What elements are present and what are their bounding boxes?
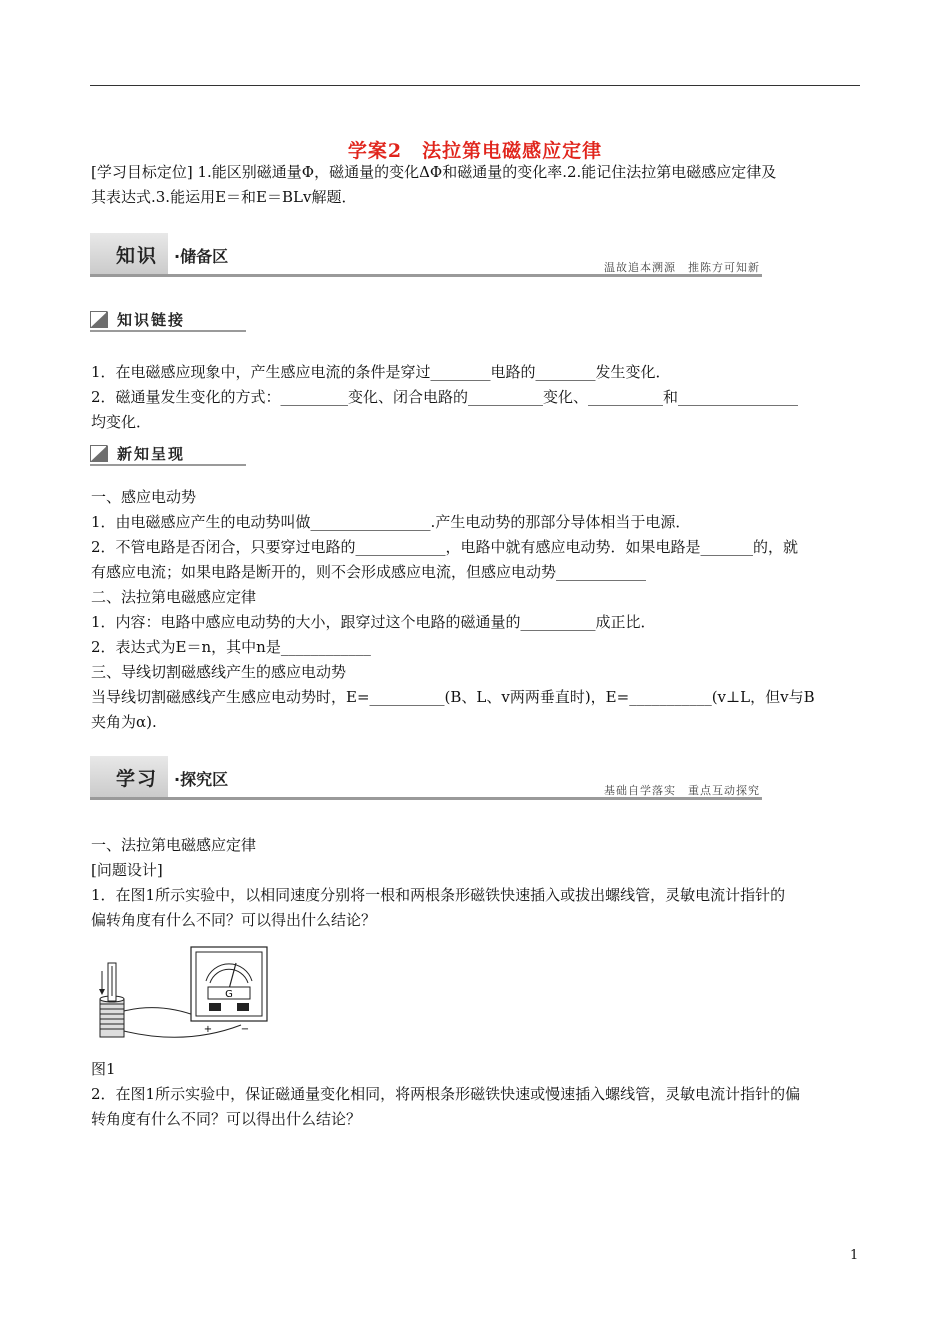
new-line-7: 2．表达式为E＝n，其中n是____________ bbox=[91, 638, 371, 656]
subheader-new-knowledge bbox=[90, 442, 246, 466]
new-line-4: 有感应电流；如果电路是断开的，则不会形成感应电流，但感应电动势____________ bbox=[91, 563, 647, 581]
new-line-3: 2．不管电路是否闭合，只要穿过电路的____________，电路中就有感应电动势．如果电路是_______的，就 bbox=[91, 538, 799, 556]
corner-triangle-icon bbox=[90, 311, 108, 328]
figure-caption: 图1 bbox=[91, 1060, 116, 1078]
objectives-line-2: 其表达式.3.能运用E＝和E＝BLv解题． bbox=[91, 188, 357, 206]
new-line-8: 三、导线切割磁感线产生的感应电动势 bbox=[91, 663, 347, 681]
objectives-line-1: [学习目标定位] 1.能区别磁通量Φ，磁通量的变化ΔΦ和磁通量的变化率.2.能记住法拉第电磁感应定律及 bbox=[91, 163, 777, 181]
new-line-2: 1．由电磁感应产生的电动势叫做________________.产生电动势的那部分导体相当于电源． bbox=[91, 513, 691, 531]
explore-line-3: 1．在图1所示实验中，以相同速度分别将一根和两根条形磁铁快速插入或拔出螺线管，灵敏电流计指针的 bbox=[91, 886, 786, 904]
section-header-motto: 基础自学落实 重点互动探究 bbox=[604, 784, 760, 797]
question2-line-2: 转角度有什么不同？可以得出什么结论？ bbox=[91, 1110, 362, 1128]
section-header-motto: 温故追本溯源 推陈方可知新 bbox=[604, 261, 760, 274]
section-header-main: 学习 bbox=[116, 768, 159, 790]
meter-label: G bbox=[225, 989, 233, 1000]
section-header-sub: ·储备区 bbox=[174, 247, 229, 266]
subheader-line bbox=[90, 330, 246, 332]
links-line-1: 1．在电磁感应现象中，产生感应电流的条件是穿过________电路的________发生变化． bbox=[91, 363, 671, 381]
galvanometer-icon bbox=[191, 947, 267, 1035]
plus-label: + bbox=[203, 1024, 213, 1035]
section-header-sub: ·探究区 bbox=[174, 770, 229, 789]
magnet-icon bbox=[108, 963, 116, 1001]
subheader-knowledge-links bbox=[90, 308, 246, 332]
minus-label: − bbox=[240, 1024, 250, 1035]
page-number: 1 bbox=[850, 1248, 859, 1263]
section-header-study bbox=[90, 756, 762, 800]
links-line-2: 2．磁通量发生变化的方式：_________变化、闭合电路的__________变化、__________和________________ bbox=[91, 388, 799, 406]
section-header-main: 知识 bbox=[116, 245, 159, 267]
links-line-3: 均变化． bbox=[91, 413, 152, 431]
arrow-down-icon bbox=[99, 971, 105, 995]
explore-line-1: 一、法拉第电磁感应定律 bbox=[91, 836, 257, 854]
subheader-label: 知识链接 bbox=[117, 311, 186, 329]
experiment-figure bbox=[96, 941, 271, 1041]
explore-line-4: 偏转角度有什么不同？可以得出什么结论？ bbox=[91, 911, 377, 929]
new-line-1: 一、感应电动势 bbox=[91, 488, 197, 506]
new-line-9: 当导线切割磁感线产生感应电动势时，E=__________(B、L、v两两垂直时)，E=___________(v⊥L，但v与B bbox=[91, 688, 815, 706]
new-line-6: 1．内容：电路中感应电动势的大小，跟穿过这个电路的磁通量的__________成正比． bbox=[91, 613, 656, 631]
new-line-10: 夹角为α). bbox=[91, 713, 157, 731]
question2-line-1: 2．在图1所示实验中，保证磁通量变化相同，将两根条形磁铁快速或慢速插入螺线管，灵敏电流计指针的偏 bbox=[91, 1085, 801, 1103]
section-header-line bbox=[90, 274, 762, 277]
subheader-label: 新知呈现 bbox=[117, 445, 186, 463]
header-rule bbox=[90, 85, 860, 86]
explore-line-2: [问题设计] bbox=[91, 861, 163, 879]
coil-icon bbox=[100, 996, 124, 1037]
page-title: 学案2 法拉第电磁感应定律 bbox=[347, 140, 603, 162]
subheader-line bbox=[90, 464, 246, 466]
section-header-line bbox=[90, 797, 762, 800]
corner-triangle-icon bbox=[90, 445, 108, 462]
new-line-5: 二、法拉第电磁感应定律 bbox=[91, 588, 257, 606]
section-header-knowledge bbox=[90, 233, 762, 277]
